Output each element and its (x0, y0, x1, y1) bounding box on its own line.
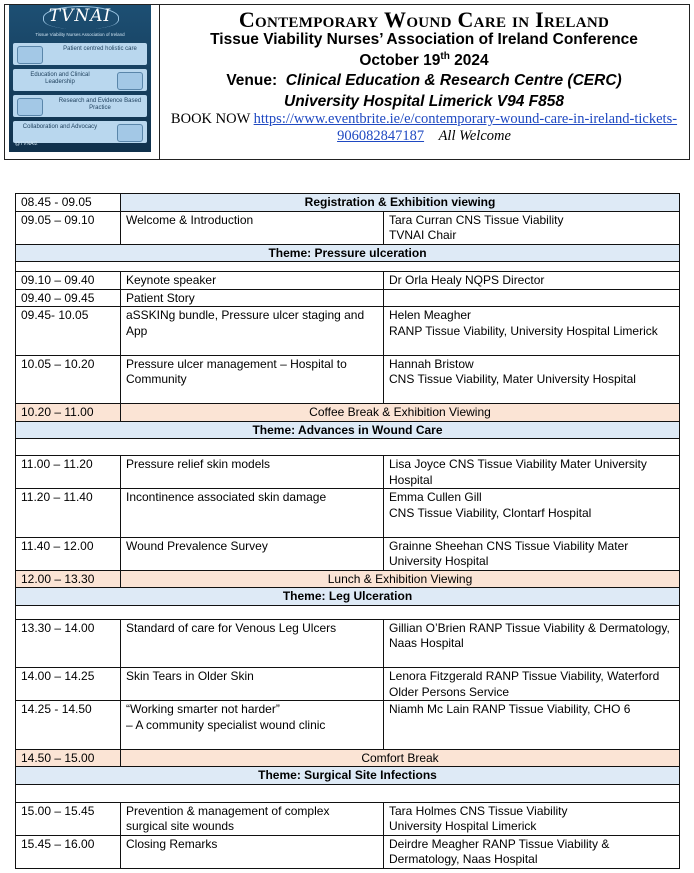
schedule-table (15, 193, 680, 869)
speaker-cell (384, 835, 680, 868)
venue-name: Clinical Education & Research Centre (CERC) (285, 72, 622, 89)
session-title: Standard of care for Venous Leg Ulcers (121, 619, 384, 668)
logo-band-label: Patient centred holistic care (63, 46, 137, 52)
table-row (16, 355, 680, 404)
hospital-name: University Hospital Limerick V94 F858 (284, 93, 564, 110)
session-title: Pressure relief skin models (121, 456, 384, 489)
speaker-cell (384, 619, 680, 668)
session-title: Wound Prevalence Survey (121, 537, 384, 570)
session-title: Closing Remarks (121, 835, 384, 868)
venue-label: Venue: (226, 72, 278, 89)
session-title: Registration & Exhibition viewing (121, 194, 680, 212)
logo-subtitle: Tissue Viability Nurses Association of Ireland (35, 32, 125, 37)
event-hospital (160, 93, 688, 111)
time-cell: 15.45 – 16.00 (16, 835, 121, 868)
book-now-label: BOOK NOW (170, 111, 250, 127)
theme-heading: Theme: Leg Ulceration (16, 588, 680, 606)
theme-row (16, 421, 680, 439)
speaker-line: CNS Tissue Viability, Clontarf Hospital (389, 505, 592, 520)
logo-band-label: Education and Clinical Leadership (30, 72, 90, 85)
logo-band-patient-care (13, 43, 147, 65)
time-cell: 09.45- 10.05 (16, 307, 121, 356)
logo-band-label: Research and Evidence Based Practice (58, 98, 142, 111)
time-cell: 15.00 – 15.45 (16, 802, 121, 835)
speaker-cell: Niamh Mc Lain RANP Tissue Viability, CHO 6 (384, 701, 680, 750)
table-row (16, 211, 680, 244)
speaker-line: University Hospital (389, 554, 489, 568)
table-row (16, 537, 680, 570)
eventbrite-link[interactable]: https://www.eventbrite.ie/e/contemporary-wound-care-in-ireland-tickets-906082847187 (253, 111, 678, 144)
table-row (16, 835, 680, 868)
logo-band-education (13, 69, 147, 91)
title-line: “Working smarter not harder” (126, 702, 280, 716)
time-cell: 13.30 – 14.00 (16, 619, 121, 668)
session-title: Patient Story (121, 289, 384, 307)
patient-care-icon (17, 46, 43, 64)
speaker-line: Dermatology, Naas Hospital (389, 852, 538, 866)
theme-row (16, 767, 680, 785)
time-cell: 09.05 – 09.10 (16, 211, 121, 244)
theme-row (16, 588, 680, 606)
table-row (16, 194, 680, 212)
logo-band-research (13, 95, 147, 117)
speaker-line: University Hospital Limerick (389, 819, 537, 833)
spacer-row (16, 262, 680, 272)
theme-row (16, 244, 680, 262)
spacer-row (16, 605, 680, 619)
theme-heading: Theme: Advances in Wound Care (16, 421, 680, 439)
speaker-line: TVNAI Chair (389, 228, 457, 242)
speaker-line: Grainne Sheehan CNS Tissue Viability Mater (389, 538, 629, 553)
theme-heading: Theme: Surgical Site Infections (16, 767, 680, 785)
spacer-row (16, 439, 680, 456)
time-cell: 11.40 – 12.00 (16, 537, 121, 570)
session-title: Incontinence associated skin damage (121, 489, 384, 538)
time-cell: 11.00 – 11.20 (16, 456, 121, 489)
date-year: 2024 (449, 52, 489, 70)
speaker-line: Older Persons Service (389, 684, 510, 699)
session-title: Skin Tears in Older Skin (121, 668, 384, 701)
session-title: Keynote speaker (121, 272, 384, 290)
time-cell: 14.50 – 15.00 (16, 749, 121, 767)
title-line: Prevention & management of complex (126, 803, 330, 818)
time-cell: 12.00 – 13.30 (16, 570, 121, 588)
speaker-cell (384, 668, 680, 701)
break-row (16, 570, 680, 588)
time-cell: 10.05 – 10.20 (16, 355, 121, 404)
time-cell: 11.20 – 11.40 (16, 489, 121, 538)
speaker-line: Tara Holmes CNS Tissue Viability (389, 803, 568, 818)
speaker-cell (384, 802, 680, 835)
title-line: – A community specialist wound clinic (126, 717, 326, 732)
event-date (160, 51, 688, 70)
speaker-cell (384, 211, 680, 244)
break-title: Lunch & Exhibition Viewing (121, 570, 680, 588)
title-line: Community (126, 372, 187, 386)
welcome-note: All Welcome (438, 128, 511, 144)
date-prefix: October 19 (359, 52, 441, 70)
speaker-line: Tara Curran CNS Tissue Viability (389, 212, 564, 227)
speaker-cell: Dr Orla Healy NQPS Director (384, 272, 680, 290)
table-row (16, 456, 680, 489)
break-title: Coffee Break & Exhibition Viewing (121, 404, 680, 422)
speaker-cell (384, 456, 680, 489)
booking-line (160, 111, 688, 145)
table-row (16, 489, 680, 538)
speaker-cell (384, 289, 680, 307)
time-cell: 14.25 - 14.50 (16, 701, 121, 750)
time-cell: 08.45 - 09.05 (16, 194, 121, 212)
title-line: Pressure ulcer management – Hospital to (126, 356, 347, 371)
speaker-line: CNS Tissue Viability, Mater University Hospital (389, 372, 636, 386)
leadership-icon (117, 72, 143, 90)
logo-brand-text: TVNAI (48, 6, 112, 26)
speaker-line: Hannah Bristow (389, 356, 474, 371)
speaker-cell (384, 489, 680, 538)
speaker-cell (384, 307, 680, 356)
title-line: surgical site wounds (126, 819, 235, 833)
time-cell: 10.20 – 11.00 (16, 404, 121, 422)
speaker-line: Naas Hospital (389, 636, 464, 650)
title-line: aSSKINg bundle, Pressure ulcer staging and (126, 308, 365, 322)
speaker-line: Lenora Fitzgerald RANP Tissue Viability, Waterford (389, 669, 660, 683)
title-line: App (126, 323, 148, 338)
tvnai-logo (9, 5, 151, 152)
session-title (121, 355, 384, 404)
speaker-line: RANP Tissue Viability, University Hospital Limerick (389, 323, 658, 338)
session-title (121, 307, 384, 356)
date-suffix: th (440, 51, 450, 62)
speaker-line: Deirdre Meagher RANP Tissue Viability & (389, 836, 610, 851)
table-row (16, 802, 680, 835)
event-title: Contemporary Wound Care in Ireland (238, 7, 610, 32)
session-title (121, 701, 384, 750)
table-row (16, 272, 680, 290)
table-row (16, 668, 680, 701)
speaker-cell (384, 355, 680, 404)
table-row (16, 307, 680, 356)
time-cell: 09.10 – 09.40 (16, 272, 121, 290)
time-cell: 14.00 – 14.25 (16, 668, 121, 701)
spacer-row (16, 784, 680, 802)
speaker-line: Gillian O’Brien RANP Tissue Viability & Dermatology, (389, 620, 670, 635)
logo-band-label: Collaboration and Advocacy (22, 124, 98, 130)
session-title: Welcome & Introduction (121, 211, 384, 244)
break-title: Comfort Break (121, 749, 680, 767)
speaker-line: Hospital (389, 472, 433, 487)
theme-heading: Theme: Pressure ulceration (16, 244, 680, 262)
logo-band-collaboration (13, 121, 147, 143)
break-row (16, 404, 680, 422)
speaker-line: Emma Cullen Gill (389, 490, 482, 504)
break-row (16, 749, 680, 767)
event-venue (160, 72, 688, 90)
logo-footer: @TVNAI2 (15, 141, 38, 147)
event-subtitle: Tissue Viability Nurses’ Association of Ireland Conference (210, 31, 638, 48)
speaker-line: Helen Meagher (389, 308, 472, 322)
time-cell: 09.40 – 09.45 (16, 289, 121, 307)
collaboration-icon (117, 124, 143, 142)
session-title (121, 802, 384, 835)
table-row (16, 289, 680, 307)
table-row (16, 701, 680, 750)
research-icon (17, 98, 43, 116)
speaker-cell (384, 537, 680, 570)
table-row (16, 619, 680, 668)
speaker-line: Lisa Joyce CNS Tissue Viability Mater University (389, 457, 647, 471)
